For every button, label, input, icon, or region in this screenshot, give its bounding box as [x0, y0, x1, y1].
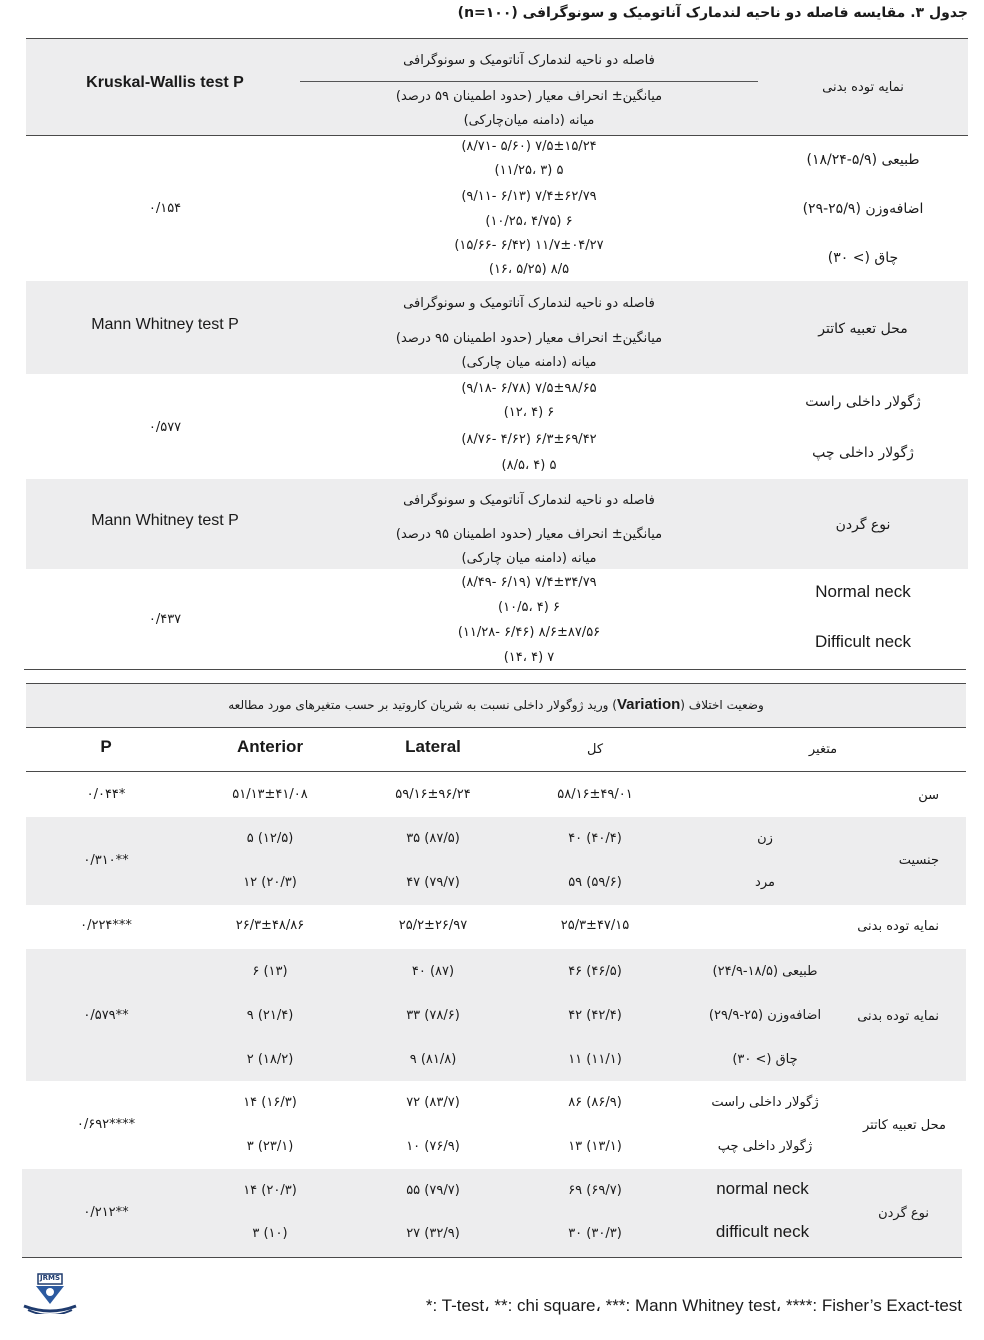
- cath-row-2-median: ۵ (۴ ،۸/۵): [501, 458, 557, 473]
- age-anterior: ۵۱/۱۳±۴۱/۰۸: [232, 787, 308, 802]
- bmi-row-3-label: چاق (> ۳۰): [827, 250, 899, 266]
- t2-cath-row-2-sub: ژگولار داخلی چپ: [717, 1139, 813, 1154]
- title-en: Variation: [616, 696, 681, 713]
- neck-row-2-label: Difficult neck: [814, 632, 912, 651]
- col-p: P: [100, 737, 112, 756]
- cath-header-median: میانه (دامنه میان چارکی): [461, 355, 597, 370]
- neck-row-1-mean: ۷/۴±۳۴/۷۹ (۶/۱۹ -۸/۴۹): [461, 575, 597, 590]
- bmi-row-2-mean: ۷/۴±۶۲/۷۹ (۶/۱۳ -۹/۱۱): [461, 189, 597, 204]
- neck-row-2-mean: ۸/۶±۸۷/۵۶ (۶/۴۶ -۱۱/۲۸): [457, 625, 601, 640]
- logo-text: JRMS: [40, 1274, 61, 1282]
- cath-header-mean-sd: میانگین± انحراف معیار (حدود اطمینان ۹۵ درصد): [395, 331, 663, 346]
- t2-neck-row-2-anterior: ۳ (۱۰): [252, 1226, 288, 1241]
- bmi-label: نمایه توده بدنی: [857, 919, 939, 934]
- bmi-cat-row-1-lateral: ۴۰ (۸۷): [411, 964, 455, 979]
- t2-cath-row-2-total: ۱۳ (۱۳/۱): [568, 1139, 622, 1154]
- bmi-cat-row-2-anterior: ۹ (۲۱/۴): [246, 1008, 294, 1023]
- bmi-cat-row-1-total: ۴۶ (۴۶/۵): [568, 964, 622, 979]
- bmi-row-1-median: ۵ (۳ ،۱۱/۲۵): [494, 163, 564, 178]
- t2-neck-p: ۰/۲۱۲**: [83, 1205, 129, 1220]
- bmi-cat-p: ۰/۵۷۹**: [83, 1008, 129, 1023]
- bmi-anterior: ۲۶/۳±۴۸/۸۶: [235, 918, 305, 933]
- sex-row-1-total: ۴۰ (۴۰/۴): [568, 831, 622, 846]
- cath-row-2-label: ژگولار داخلی چپ: [812, 445, 914, 461]
- neck-header-test: Mann Whitney test P: [91, 512, 239, 529]
- table-2-title: [26, 696, 966, 713]
- neck-header-median: میانه (دامنه میان چارکی): [461, 551, 597, 566]
- t2-cath-row-1-sub: ژگولار داخلی راست: [711, 1095, 819, 1110]
- bmi-cat-label: نمایه توده بدنی: [857, 1009, 939, 1024]
- t2-cath-p: ۰/۶۹۲****: [76, 1117, 136, 1132]
- t2-neck-row-1-lateral: ۵۵ (۷۹/۷): [406, 1183, 460, 1198]
- bmi-row-3-median: ۸/۵ (۵/۲۵ ،۱۶): [488, 262, 570, 277]
- header-col-group: فاصله دو ناحیه لندمارک آناتومیک و سونوگرافی: [403, 53, 655, 68]
- neck-row-2-median: ۷ (۴ ،۱۴): [503, 650, 555, 665]
- sex-row-1-lateral: ۳۵ (۸۷/۵): [406, 831, 460, 846]
- bmi-total: ۲۵/۳±۴۷/۱۵: [560, 918, 630, 933]
- header-variable: نمایه توده بدنی: [822, 80, 904, 95]
- bmi-cat-row-1-sub: طبیعی (۱۸/۵-۲۴/۹): [712, 964, 818, 979]
- table-caption: جدول ۳. مقایسه فاصله دو ناحیه لندمارک آناتومیک و سونوگرافی (n=۱۰۰): [457, 5, 968, 21]
- t2-cath-row-1-anterior: ۱۴ (۱۶/۳): [243, 1095, 297, 1110]
- neck-row-1-median: ۶ (۴ ،۱۰/۵): [498, 600, 560, 615]
- t2-neck-row-1-sub: normal neck: [716, 1179, 809, 1198]
- t2-neck-row-1-anterior: ۱۴ (۲۰/۳): [243, 1183, 297, 1198]
- bmi-row-1-mean: ۷/۵±۱۵/۲۴ (۵/۶۰ -۸/۷۱): [461, 139, 597, 154]
- neck-row-1-label: Normal neck: [815, 582, 911, 601]
- bmi-cat-row-2-sub: اضافه‌وزن (۲۵-۲۹/۹): [708, 1008, 822, 1023]
- sex-row-2-total: ۵۹ (۵۹/۶): [568, 875, 622, 890]
- cath-row-2-mean: ۶/۳±۶۹/۴۲ (۴/۶۲ -۸/۷۶): [461, 432, 597, 447]
- bmi-row-2-median: ۶ (۴/۷۵ ،۱۰/۲۵): [485, 214, 573, 229]
- age-p: ۰/۰۴۴*: [86, 787, 126, 802]
- bmi-row-3-mean: ۱۱/۷±۰۴/۲۷ (۶/۴۲ -۱۵/۶۶): [454, 238, 604, 253]
- cath-header-col-group: فاصله دو ناحیه لندمارک آناتومیک و سونوگرافی: [403, 296, 655, 311]
- neck-header-variable: نوع گردن: [835, 517, 891, 533]
- sex-label: جنسیت: [898, 853, 939, 868]
- bmi-cat-row-3-total: ۱۱ (۱۱/۱): [568, 1052, 622, 1067]
- cath-header-test: Mann Whitney test P: [91, 316, 239, 333]
- neck-header-mean-sd: میانگین± انحراف معیار (حدود اطمینان ۹۵ درصد): [395, 527, 663, 542]
- t2-cath-row-2-anterior: ۳ (۲۳/۱): [246, 1139, 294, 1154]
- cath-row-1-median: ۶ (۴ ،۱۲): [503, 405, 555, 420]
- bmi-row-1-label: طبیعی (۵/۹-۱۸/۲۴): [806, 152, 920, 168]
- cath-p-value: ۰/۵۷۷: [148, 420, 182, 435]
- sex-row-1-sub: زن: [757, 831, 773, 846]
- title-pre: وضعیت اختلاف (: [680, 698, 764, 712]
- sex-row-2-anterior: ۱۲ (۲۰/۳): [243, 875, 297, 890]
- t2-cath-label: محل تعبیه کاتتر: [862, 1118, 946, 1133]
- cath-row-1-label: ژگولار داخلی راست: [805, 394, 921, 410]
- t2-cath-row-1-total: ۸۶ (۸۶/۹): [568, 1095, 622, 1110]
- age-label: سن: [918, 788, 939, 803]
- bmi-cat-row-2-total: ۴۲ (۴۲/۴): [568, 1008, 622, 1023]
- title-post: ) ورید ژوگولار داخلی نسبت به شریان کاروتید بر حسب متغیرهای مورد مطالعه: [228, 698, 617, 712]
- t2-neck-row-2-total: ۳۰ (۳۰/۳): [568, 1226, 622, 1241]
- t2-cath-row-2-lateral: ۱۰ (۷۶/۹): [406, 1139, 460, 1154]
- age-total: ۵۸/۱۶±۴۹/۰۱: [557, 787, 633, 802]
- sex-p: ۰/۳۱۰**: [83, 853, 129, 868]
- t2-neck-row-2-lateral: ۲۷ (۳۲/۹): [406, 1226, 460, 1241]
- col-lateral: Lateral: [405, 737, 461, 756]
- col-variable: متغیر: [808, 742, 838, 757]
- journal-logo: [18, 1266, 82, 1314]
- sex-row-2-lateral: ۴۷ (۷۹/۷): [406, 875, 460, 890]
- t2-neck-row-2-sub: difficult neck: [715, 1222, 810, 1241]
- bmi-cat-row-1-anterior: ۶ (۱۳): [252, 964, 288, 979]
- bmi-p-value: ۰/۱۵۴: [148, 201, 182, 216]
- bmi-row-2-label: اضافه‌وزن (۲۵/۹-۲۹): [802, 201, 924, 217]
- neck-header-col-group: فاصله دو ناحیه لندمارک آناتومیک و سونوگرافی: [403, 493, 655, 508]
- sex-row-2-sub: مرد: [755, 875, 775, 890]
- footnote: *: T-test، **: chi square، ***: Mann Whitney test، ****: Fisher’s Exact-test: [425, 1296, 962, 1315]
- t2-neck-label: نوع گردن: [878, 1206, 929, 1221]
- bmi-cat-row-3-anterior: ۲ (۱۸/۲): [246, 1052, 294, 1067]
- bmi-cat-row-3-lateral: ۹ (۸۱/۸): [409, 1052, 457, 1067]
- bmi-p: ۰/۲۲۴***: [80, 918, 132, 933]
- t2-neck-row-1-total: ۶۹ (۶۹/۷): [568, 1183, 622, 1198]
- header-mean-sd: میانگین± انحراف معیار (حدود اطمینان ۵۹ درصد): [395, 89, 663, 104]
- header-median: میانه (دامنه میان‌چارکی): [463, 113, 595, 128]
- bmi-lateral: ۲۵/۲±۲۶/۹۷: [398, 918, 468, 933]
- bmi-cat-row-3-sub: چاق (> ۳۰): [732, 1052, 798, 1067]
- t2-cath-row-1-lateral: ۷۲ (۸۳/۷): [406, 1095, 460, 1110]
- col-total: کل: [586, 742, 604, 757]
- bmi-cat-row-2-lateral: ۳۳ (۷۸/۶): [406, 1008, 460, 1023]
- age-lateral: ۵۹/۱۶±۹۶/۲۴: [395, 787, 471, 802]
- sex-row-1-anterior: ۵ (۱۲/۵): [246, 831, 294, 846]
- header-test: Kruskal-Wallis test P: [86, 74, 244, 91]
- col-anterior: Anterior: [236, 737, 304, 756]
- cath-row-1-mean: ۷/۵±۹۸/۶۵ (۶/۷۸ -۹/۱۸): [461, 381, 597, 396]
- neck-p-value: ۰/۴۳۷: [148, 612, 182, 627]
- cath-header-variable: محل تعبیه کاتتر: [818, 321, 908, 337]
